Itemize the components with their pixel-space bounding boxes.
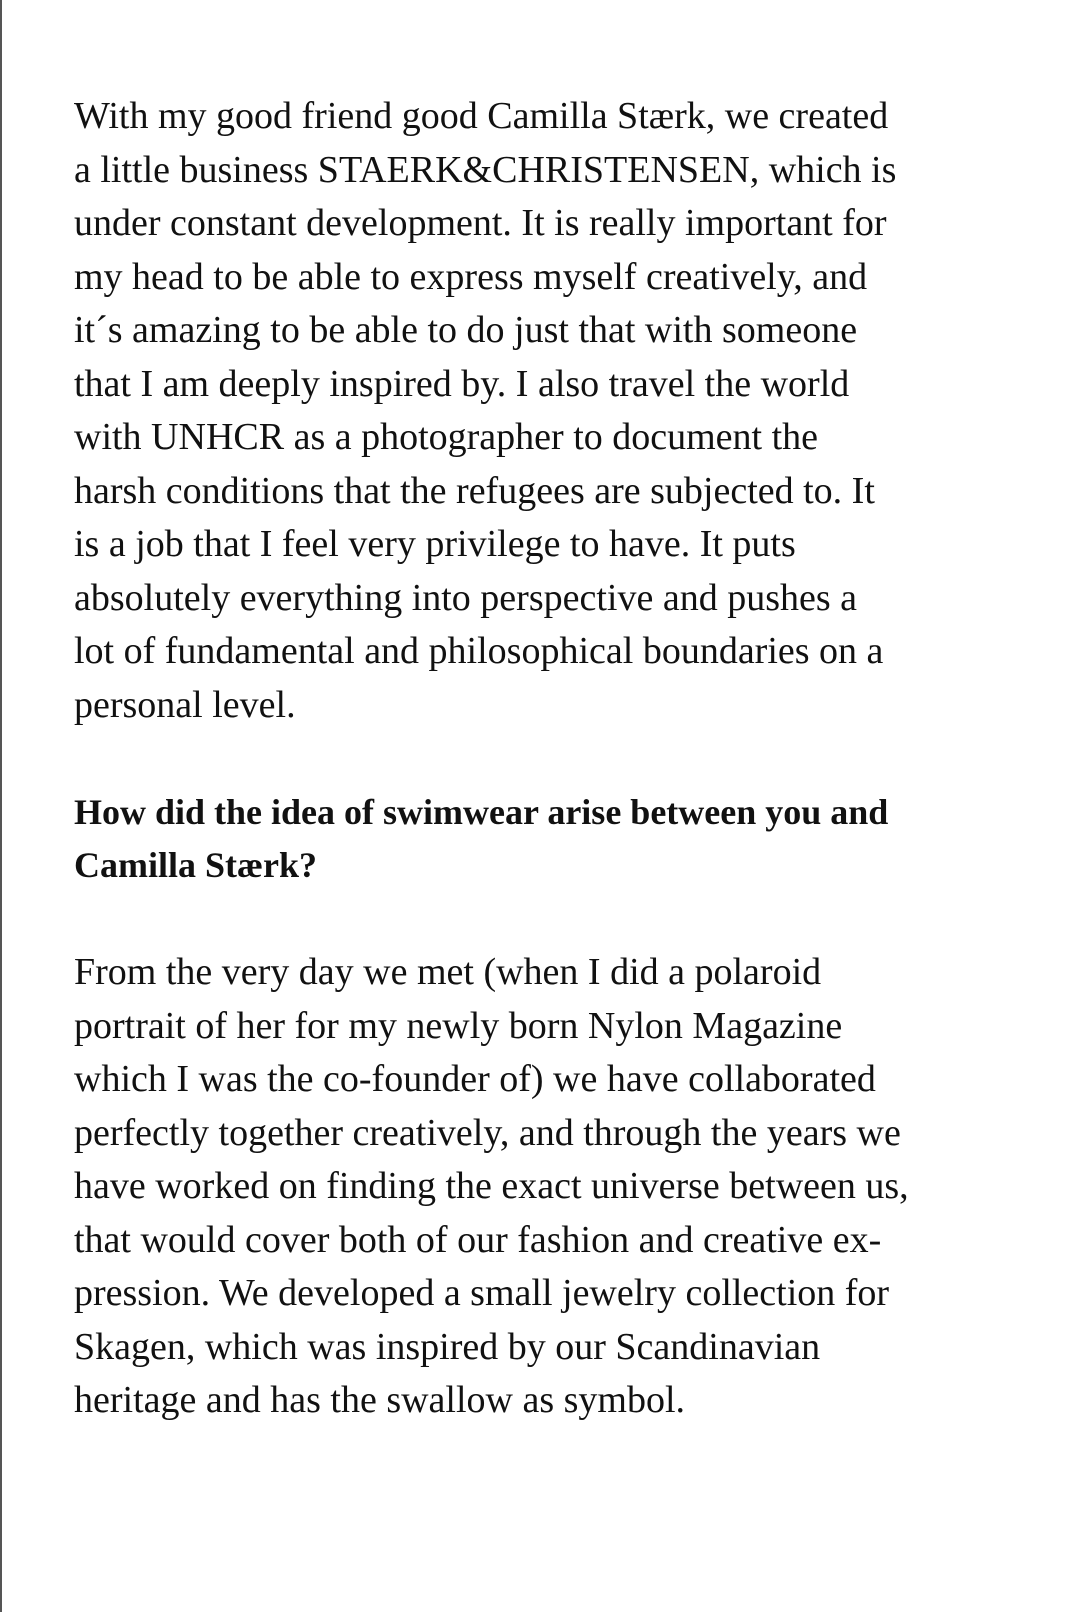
article-body xyxy=(74,90,994,1428)
text-line: with UNHCR as a photographer to document the xyxy=(74,416,819,458)
text-line: my head to be able to express myself creatively, and xyxy=(74,255,868,298)
text-line: lot of fundamental and philosophical boundaries on a xyxy=(74,630,884,672)
interview-question xyxy=(74,786,994,892)
text-line: portrait of her for my newly born Nylon Magazine xyxy=(74,1004,843,1047)
text-line: have worked on finding the exact universe between us, xyxy=(74,1165,909,1207)
text-line: Skagen, which was inspired by our Scandinavian xyxy=(74,1325,821,1368)
text-line: pression. We developed a small jewelry collection for xyxy=(74,1272,890,1314)
text-line: absolutely everything into perspective and pushes a xyxy=(74,576,858,619)
text-line: From the very day we met (when I did a polaroid xyxy=(74,951,822,993)
text-line: a little business STAERK&CHRISTENSEN, which is xyxy=(74,148,897,191)
text-line: that I am deeply inspired by. I also travel the world xyxy=(74,362,850,405)
text-line: it´s amazing to be able to do just that with someone xyxy=(74,309,858,351)
text-line: that would cover both of our fashion and creative ex- xyxy=(74,1218,882,1261)
text-line: which I was the co-founder of) we have collaborated xyxy=(74,1058,876,1100)
text-line: is a job that I feel very privilege to have. It puts xyxy=(74,523,796,565)
paragraph-intro xyxy=(74,90,994,732)
paragraph-answer xyxy=(74,946,994,1428)
question-line: Camilla Stærk? xyxy=(74,845,317,885)
text-line: heritage and has the swallow as symbol. xyxy=(74,1379,686,1421)
text-line: personal level. xyxy=(74,683,296,726)
question-line: How did the idea of swimwear arise between you and xyxy=(74,792,889,832)
text-line: harsh conditions that the refugees are subjected to. It xyxy=(74,469,875,512)
text-line: under constant development. It is really important for xyxy=(74,202,887,244)
text-line: With my good friend good Camilla Stærk, we created xyxy=(74,95,889,137)
text-line: perfectly together creatively, and through the years we xyxy=(74,1111,901,1154)
